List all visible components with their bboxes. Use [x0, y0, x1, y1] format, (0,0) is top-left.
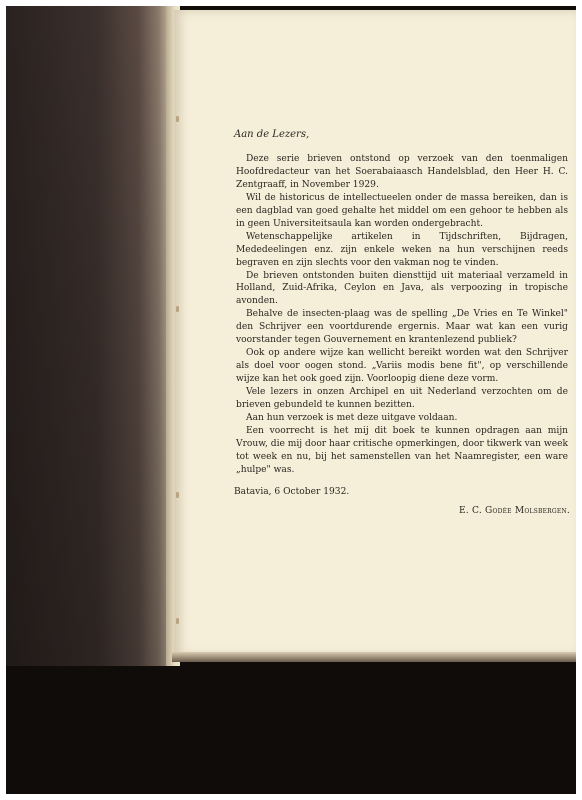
- paragraph: Behalve de insecten-plaag was de spelling „De Vries en Te Winkel" den Schrijver een voortdurende ergernis. Maar wat kan een vurig voorstander tegen Gouvernement en krantenlezend publiek?: [236, 309, 568, 346]
- paragraph: Aan hun verzoek is met deze uitgave voldaan.: [246, 413, 458, 424]
- binding-thread-mark: [176, 116, 179, 122]
- dateline: Batavia, 6 October 1932.: [234, 486, 350, 497]
- paragraph: Een voorrecht is het mij dit boek te kunnen opdragen aan mijn Vrouw, die mij door haar critische opmerkingen, door tikwerk van week tot week en nu, bij het samenstellen van het Naamregister, een ware „hulpe" was.: [236, 425, 568, 475]
- paragraph: Wil de historicus de intellectueelen onder de massa bereiken, dan is een dagblad van goed gehalte het middel om een gehoor te hebben als in geen Universiteitsaula kan worden ondergebracht.: [236, 192, 568, 229]
- paragraph: Ook op andere wijze kan wellicht bereikt worden wat den Schrijver als doel voor oogen stond. „Variis modis bene fit", op verschillende wijze kan het ook goed zijn. Voorloopig diene deze vorm.: [236, 348, 568, 385]
- paragraph: Deze serie brieven ontstond op verzoek van den toenmaligen Hoofdredacteur van het Soerabaiaasch Handelsblad, den Heer H. C. Zentgraaff, in November 1929.: [236, 153, 568, 190]
- paragraph: De brieven ontstonden buiten diensttijd uit materiaal verzameld in Holland, Zuid-Afrika, Ceylon en Java, als verpoozing in tropische avonden.: [236, 270, 568, 307]
- greeting: Aan de Lezers,: [234, 129, 310, 140]
- binding-thread-mark: [176, 306, 179, 312]
- book-scan: [6, 6, 576, 794]
- binding-thread-mark: [176, 492, 179, 498]
- left-page-shadow: [6, 6, 172, 666]
- paragraph: Vele lezers in onzen Archipel en uit Nederland verzochten om de brieven gebundeld te kunnen bezitten.: [236, 387, 568, 411]
- page-bottom-edge: [172, 652, 576, 662]
- signature: E. C. Godée Molsbergen.: [458, 505, 570, 516]
- preface-text: [236, 129, 568, 518]
- binding-thread-mark: [176, 618, 179, 624]
- paragraph: Wetenschappelijke artikelen in Tijdschriften, Bijdragen, Mededeelingen enz. zijn enkele weken na hun verschijnen reeds begraven en zijn slechts voor den vakman nog te vinden.: [236, 231, 568, 268]
- right-page: [174, 10, 576, 656]
